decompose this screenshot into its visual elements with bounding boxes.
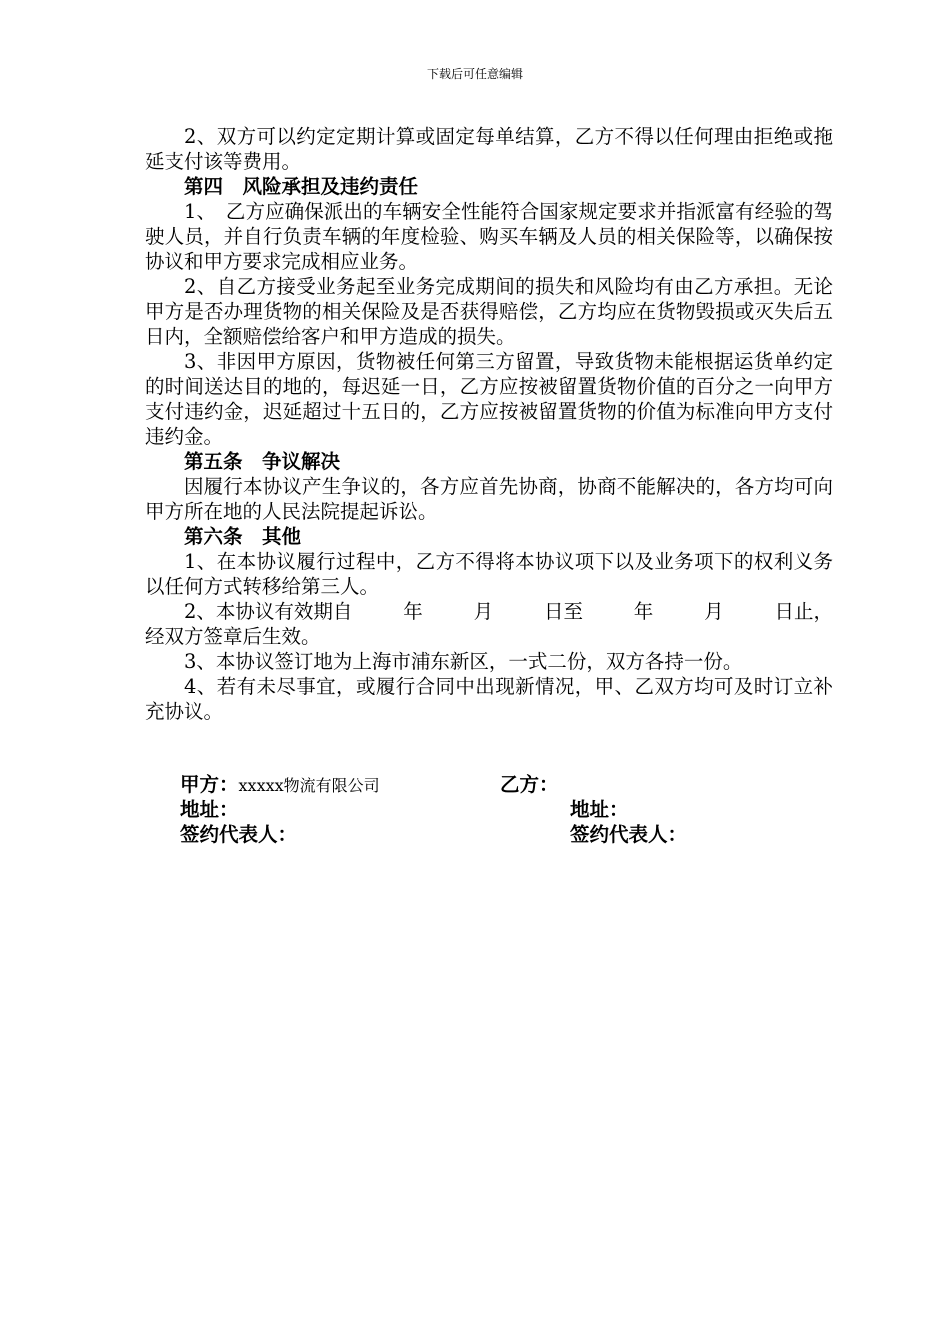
signature-row-parties — [180, 772, 740, 797]
section-heading-other: 第六条 其他 — [184, 525, 302, 548]
party-a-address-label: 地址： — [180, 798, 239, 821]
term-part: 日止， — [774, 600, 833, 623]
paragraph-supplementary: 4、若有未尽事宜，或履行合同中出现新情况，甲、乙双方均可及时订立补充协议。 — [145, 675, 833, 723]
header-note: 下载后可任意编辑 — [426, 67, 523, 81]
paragraph-payment-settlement: 2、双方可以约定定期计算或固定每单结算，乙方不得以任何理由拒绝或拖延支付该等费用。 — [145, 125, 833, 173]
signature-row-address — [180, 797, 740, 822]
term-clause-line-2: 经双方签章后生效。 — [145, 625, 321, 648]
term-part: 日至 — [543, 600, 583, 623]
paragraph-no-transfer: 1、在本协议履行过程中，乙方不得将本协议项下以及业务项下的权利义务以任何方式转移给第三人。 — [145, 550, 833, 598]
paragraph-vehicle-safety: 1、 乙方应确保派出的车辆安全性能符合国家规定要求并指派富有经验的驾驶人员，并自行负责车辆的年度检验、购买车辆及人员的相关保险等，以确保按协议和甲方要求完成相应业务。 — [145, 200, 833, 273]
term-part: 月 — [473, 600, 494, 623]
party-b-label: 乙方： — [500, 773, 559, 796]
party-b-rep-label: 签约代表人： — [570, 823, 688, 846]
contract-body — [145, 124, 833, 724]
signature-block — [180, 772, 740, 847]
section-heading-risk: 第四 风险承担及违约责任 — [184, 175, 419, 198]
party-a-rep-label: 签约代表人： — [180, 823, 298, 846]
term-part: 年 — [403, 600, 423, 623]
term-part: 2、本协议有效期自 — [184, 600, 353, 623]
section-heading-dispute: 第五条 争议解决 — [184, 450, 341, 473]
signature-row-representative — [180, 822, 740, 847]
party-a-label: 甲方： — [180, 773, 239, 796]
paragraph-lien-penalty: 3、非因甲方原因，货物被任何第三方留置，导致货物未能根据运货单约定的时间送达目的地的，每迟延一日，乙方应按被留置货物价值的百分之一向甲方支付违约金，迟延超过十五日的，乙方应按被留置货物的价值为标准向甲方支付违约金。 — [145, 350, 833, 448]
party-a-name: xxxxx物流有限公司 — [238, 776, 380, 795]
paragraph-signing-place: 3、本协议签订地为上海市浦东新区，一式二份，双方各持一份。 — [184, 650, 743, 673]
paragraph-dispute-resolution: 因履行本协议产生争议的，各方应首先协商，协商不能解决的，各方均可向甲方所在地的人民法院提起诉讼。 — [145, 475, 833, 523]
term-part: 年 — [633, 600, 654, 623]
term-part: 月 — [704, 600, 724, 623]
party-b-address-label: 地址： — [570, 798, 629, 821]
paragraph-loss-liability: 2、自乙方接受业务起至业务完成期间的损失和风险均有由乙方承担。无论甲方是否办理货物的相关保险及是否获得赔偿，乙方均应在货物毁损或灭失后五日内，全额赔偿给客户和甲方造成的损失。 — [145, 275, 833, 348]
term-clause-line — [145, 599, 833, 624]
